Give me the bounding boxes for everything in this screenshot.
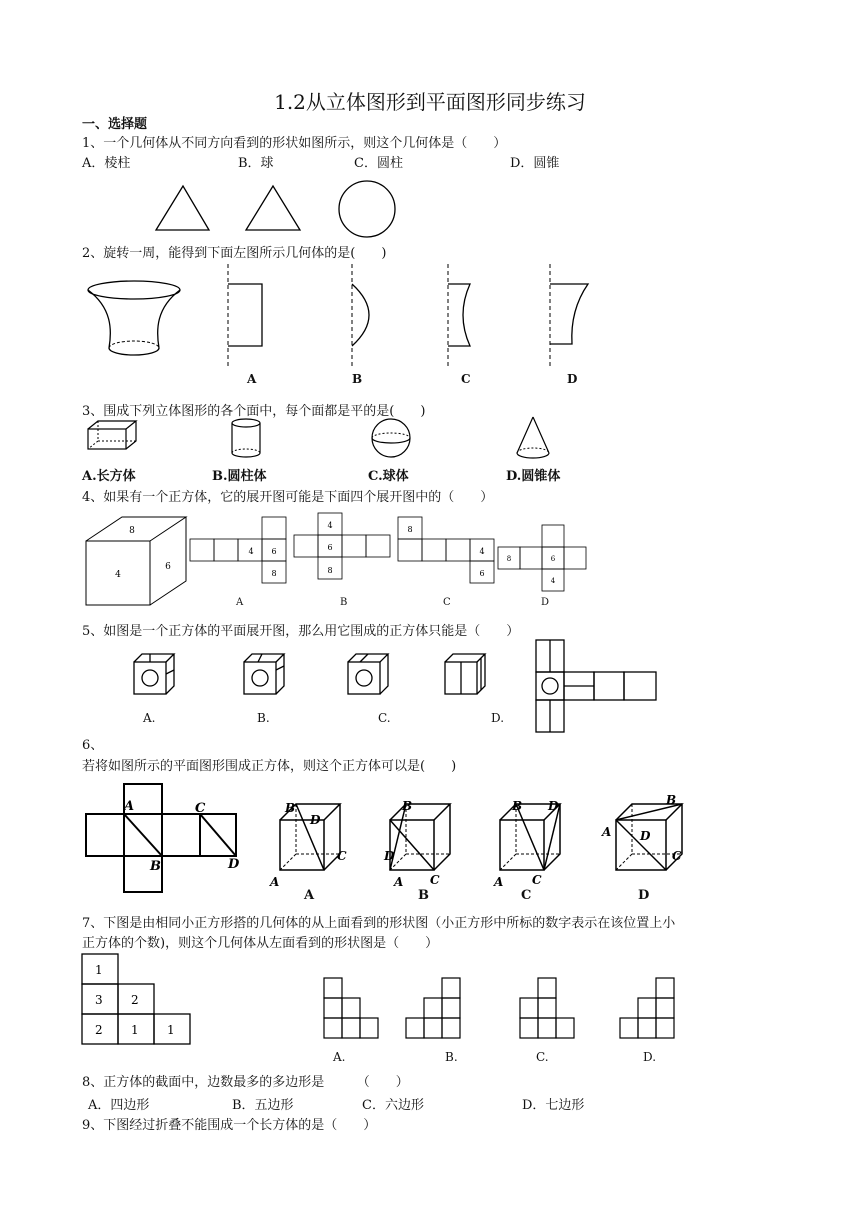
page-title: 1.2从立体图形到平面图形同步练习 bbox=[274, 90, 586, 114]
svg-text:D: D bbox=[310, 813, 321, 827]
q6-label-b: B bbox=[418, 888, 429, 903]
svg-text:B: B bbox=[285, 801, 296, 815]
svg-text:A: A bbox=[394, 875, 404, 889]
q4-label-d: D bbox=[541, 597, 550, 608]
svg-text:6: 6 bbox=[271, 547, 277, 556]
cube-side-number: 6 bbox=[165, 562, 171, 572]
q7-figure bbox=[0, 950, 860, 1060]
triangle-view-1 bbox=[156, 186, 209, 230]
q1-option-c: C．圆柱 bbox=[354, 156, 403, 171]
question-2-text: 2、旋转一周，能得到下面左图所示几何体的是( ) bbox=[82, 246, 387, 261]
question-6-number: 6、 bbox=[82, 738, 104, 753]
svg-text:B: B bbox=[402, 799, 413, 813]
svg-text:8: 8 bbox=[271, 569, 277, 578]
q5-label-a: A. bbox=[143, 711, 156, 725]
q1-views-figure bbox=[0, 0, 860, 240]
svg-text:A: A bbox=[270, 875, 280, 889]
svg-text:A: A bbox=[602, 825, 612, 839]
svg-text:C: C bbox=[430, 873, 440, 887]
q1-option-b: B．球 bbox=[238, 156, 274, 171]
q3-label-a: A.长方体 bbox=[82, 469, 136, 484]
q4-label-c: C bbox=[443, 597, 451, 608]
svg-text:B: B bbox=[512, 799, 523, 813]
svg-text:A: A bbox=[494, 875, 504, 889]
circle-view bbox=[339, 181, 395, 237]
q8-option-d: D．七边形 bbox=[522, 1098, 585, 1113]
svg-text:1: 1 bbox=[95, 963, 103, 977]
q1-option-a: A．棱柱 bbox=[82, 156, 131, 171]
question-4-text: 4、如果有一个正方体，它的展开图可能是下面四个展开图中的（ ） bbox=[82, 490, 494, 505]
q3-solids-figure bbox=[0, 415, 860, 465]
q3-label-b: B.圆柱体 bbox=[212, 469, 267, 484]
q7-label-d: D. bbox=[643, 1050, 657, 1064]
q5-cubes-figure bbox=[0, 636, 860, 736]
svg-text:3: 3 bbox=[95, 993, 103, 1007]
svg-text:D: D bbox=[640, 829, 651, 843]
svg-text:4: 4 bbox=[550, 577, 556, 585]
q6-label-a: A bbox=[304, 888, 315, 903]
q1-option-d: D．圆锥 bbox=[510, 156, 560, 171]
q6-label-c: C bbox=[521, 888, 532, 903]
question-3-text: 3、围成下列立体图形的各个面中，每个面都是平的是( ) bbox=[82, 404, 426, 419]
svg-text:C: C bbox=[337, 849, 347, 863]
question-6-text: 若将如图所示的平面图形围成正方体，则这个正方体可以是( ) bbox=[82, 759, 457, 774]
svg-text:2: 2 bbox=[131, 993, 139, 1007]
svg-text:4: 4 bbox=[248, 547, 254, 556]
question-9-text: 9、下图经过折叠不能围成一个长方体的是（ ） bbox=[82, 1118, 377, 1133]
q2-label-a: A bbox=[247, 372, 257, 386]
q3-label-c: C.球体 bbox=[368, 469, 409, 484]
svg-text:D: D bbox=[228, 857, 240, 872]
q5-label-b: B. bbox=[257, 711, 270, 725]
q2-label-d: D bbox=[567, 372, 578, 386]
q3-label-d: D.圆锥体 bbox=[506, 469, 561, 484]
question-8-text: 8、正方体的截面中，边数最多的多边形是 （ ） bbox=[82, 1075, 409, 1090]
q2-label-b: B bbox=[352, 372, 363, 386]
svg-text:8: 8 bbox=[506, 555, 512, 563]
svg-text:C: C bbox=[672, 849, 682, 863]
svg-text:6: 6 bbox=[550, 555, 556, 563]
svg-text:4: 4 bbox=[327, 521, 333, 530]
q4-label-a: A bbox=[236, 597, 244, 608]
svg-text:4: 4 bbox=[479, 547, 485, 556]
svg-text:B: B bbox=[150, 859, 161, 874]
svg-text:D: D bbox=[384, 849, 395, 863]
svg-text:8: 8 bbox=[407, 525, 413, 534]
q7-label-a: A. bbox=[333, 1050, 346, 1064]
svg-text:1: 1 bbox=[131, 1023, 139, 1037]
q8-option-b: B．五边形 bbox=[232, 1098, 294, 1113]
q2-rotation-figure bbox=[0, 260, 860, 390]
triangle-view-2 bbox=[246, 186, 300, 230]
q4-nets-figure bbox=[0, 505, 860, 615]
svg-text:A: A bbox=[124, 799, 135, 814]
q4-label-b: B bbox=[340, 597, 348, 608]
q8-option-c: C．六边形 bbox=[362, 1098, 424, 1113]
question-1-text: 1、一个几何体从不同方向看到的形状如图所示，则这个几何体是（ ） bbox=[82, 136, 507, 151]
q5-label-c: C. bbox=[378, 711, 391, 725]
cube-top-number: 8 bbox=[129, 526, 135, 536]
svg-text:8: 8 bbox=[327, 566, 333, 575]
cube-front-number: 4 bbox=[115, 570, 121, 580]
svg-text:2: 2 bbox=[95, 1023, 103, 1037]
q5-label-d: D. bbox=[491, 711, 505, 725]
svg-text:1: 1 bbox=[167, 1023, 175, 1037]
svg-text:6: 6 bbox=[479, 569, 485, 578]
q7-label-b: B. bbox=[445, 1050, 458, 1064]
q2-label-c: C bbox=[461, 372, 471, 386]
svg-text:6: 6 bbox=[327, 543, 333, 552]
section-heading: 一、选择题 bbox=[82, 117, 148, 132]
question-7-text-line1: 7、下图是由相同小正方形搭的几何体的从上面看到的形状图（小正方形中所标的数字表示在该位置上小 bbox=[82, 916, 676, 931]
q6-label-d: D bbox=[638, 888, 650, 903]
q8-option-a: A．四边形 bbox=[88, 1098, 150, 1113]
svg-text:C: C bbox=[532, 873, 542, 887]
svg-text:D: D bbox=[548, 799, 559, 813]
question-5-text: 5、如图是一个正方体的平面展开图，那么用它围成的正方体只能是（ ） bbox=[82, 624, 520, 639]
q7-label-c: C. bbox=[536, 1050, 549, 1064]
svg-text:B: B bbox=[666, 793, 677, 807]
q6-net-figure bbox=[0, 780, 860, 910]
question-7-text-line2: 正方体的个数)，则这个几何体从左面看到的形状图是（ ） bbox=[82, 936, 439, 951]
svg-text:C: C bbox=[195, 801, 206, 816]
